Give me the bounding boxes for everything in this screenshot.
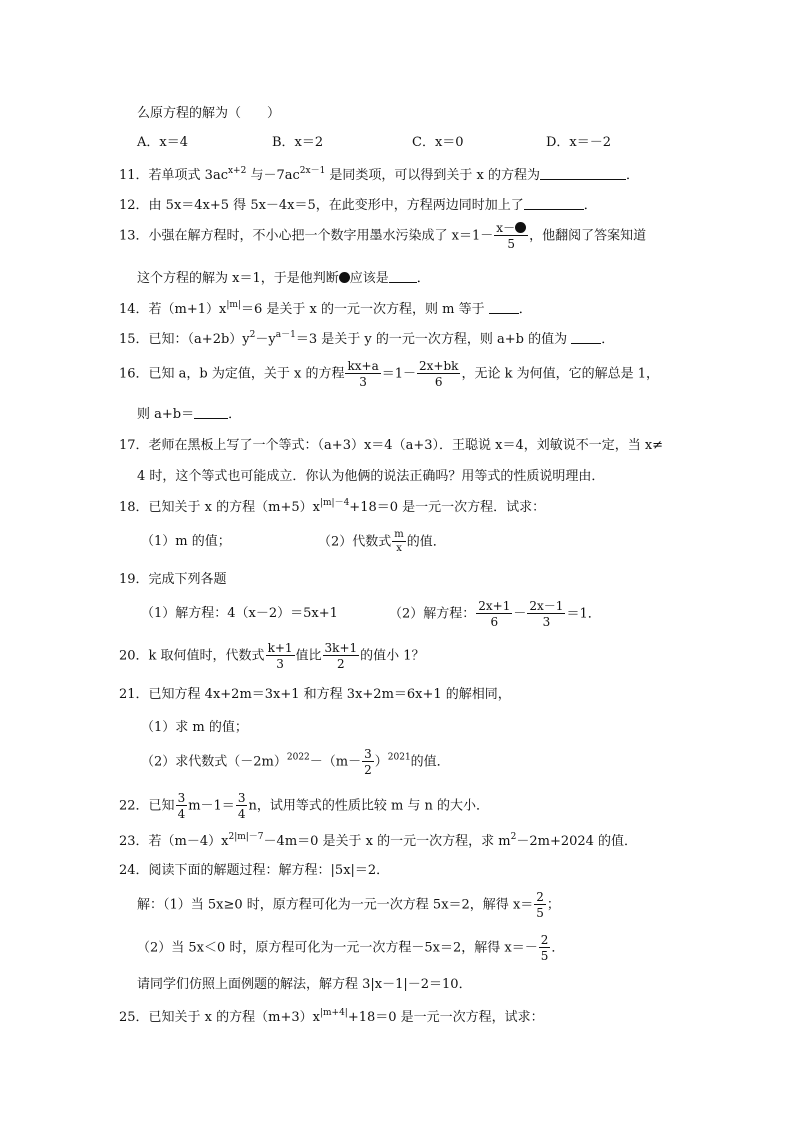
answer-blank[interactable]: [489, 301, 519, 314]
question-17-line2: 4 时，这个等式也可能成立．你认为他俩的说法正确吗？用等式的性质说明理由．: [137, 469, 605, 484]
fraction: $\frac{k+1}{3}$: [267, 641, 293, 671]
fraction: $\frac{2x-1}{3}$: [529, 599, 564, 629]
fraction: $\frac{kx+a}{3}$: [347, 359, 379, 389]
question-19-part1: （1）解方程：4（x－2）＝5x+1: [141, 606, 338, 621]
question-20: 20．k 取何值时，代数式 $\frac{k+1}{3}$ 值比 $\frac{3k+1}{2}$ 的值小 1？: [119, 641, 425, 671]
question-24-task: 请同学们仿照上面例题的解法，解方程 3|x－1|－2＝10．: [137, 977, 472, 992]
question-19: 19．完成下列各题: [119, 572, 227, 587]
fraction: $\frac{x-}{5}$: [494, 222, 528, 250]
fraction: $\frac{3}{4}$: [177, 791, 186, 821]
fraction: $\frac{3}{2}$: [364, 747, 372, 777]
question-15: 15．已知：$(a+2b)y^2-y^{a-1}=3$ 是关于 y 的一元一次方程，则 a+b 的值为 ．: [119, 330, 615, 347]
answer-blank[interactable]: [540, 167, 626, 180]
fraction: $\frac{2}{5}$: [536, 890, 544, 920]
question-18: 18．已知关于 x 的方程$(m+5)x^{|m|-4}+18=0$ 是一元一次方程．试求：: [119, 498, 546, 515]
question-24-solution2: （2）当 5x＜0 时，原方程可化为一元一次方程－5x＝2，解得 x＝－ $\frac{2}{5}$ ．: [137, 933, 565, 963]
question-21-part1: （1）求 m 的值；: [141, 720, 248, 735]
answer-blank[interactable]: [389, 270, 417, 283]
fraction: $\frac{2x+bk}{6}$: [419, 359, 459, 389]
question-18-part2: （2）代数式 $\frac{m}{x}$ 的值．: [318, 529, 446, 554]
q10-option-c: C．x＝0: [412, 135, 464, 150]
fraction: $\frac{3}{4}$: [237, 791, 246, 821]
question-22: 22．已知 $\frac{3}{4}$ m－1＝ $\frac{3}{4}$ n，试用等式的性质比较 m 与 n 的大小．: [119, 791, 490, 821]
question-13: 13．小强在解方程时，不小心把一个数字用墨水污染成了 x＝1－ $\frac{x-}{5}$ ，他翻阅了答案知道: [119, 221, 647, 251]
ink-blot-icon: [339, 272, 350, 283]
question-18-part1: （1）m 的值；: [141, 534, 231, 549]
question-16: 16．已知 a，b 为定值，关于 x 的方程 $\frac{kx+a}{3}$ ＝1－ $\frac{2x+bk}{6}$ ，无论 k 为何值，它的解总是 1，: [119, 359, 659, 389]
question-17: 17．老师在黑板上写了一个等式：（a+3）x＝4（a+3）．王聪说 x＝4，刘敏说不一定，当 x≠: [119, 438, 664, 453]
fraction: $\frac{2}{5}$: [540, 933, 549, 963]
fraction: $\frac{m}{x}$: [394, 529, 404, 554]
question-25: 25．已知关于 x 的方程$(m+3)x^{|m+4|}+18=0$ 是一元一次方程，试求：: [119, 1008, 544, 1025]
ink-blot-icon: [515, 222, 526, 233]
question-23: 23．若$(m-4)x^{2|m|-7}-4m=0$ 是关于 x 的一元一次方程，求 $m^2-2m+2024$ 的值．: [119, 832, 638, 849]
question-21: 21．已知方程 4x+2m＝3x+1 和方程 3x+2m＝6x+1 的解相同，: [119, 687, 511, 702]
question-14: 14．若$(m+1)x^{|m|}=6$ 是关于 x 的一元一次方程，则 m 等于 ．: [119, 300, 532, 317]
question-19-part2: （2）解方程： $\frac{2x+1}{6}$ － $\frac{2x-1}{3}$ ＝1．: [389, 599, 601, 629]
question-11: 11．若单项式 $3ac^{x+2}$ 与$-7ac^{2x-1}$ 是同类项，可以得到关于 x 的方程为 ．: [119, 166, 640, 183]
answer-blank[interactable]: [571, 331, 601, 344]
answer-blank[interactable]: [524, 197, 584, 210]
q10-option-b: B．x＝2: [272, 135, 324, 150]
question-13-line2: 这个方程的解为 x＝1，于是他判断 应该是 ．: [137, 271, 430, 286]
fraction: $\frac{3k+1}{2}$: [324, 641, 358, 671]
fraction: $\frac{2x+1}{6}$: [478, 599, 511, 629]
answer-blank[interactable]: [194, 406, 228, 419]
question-12: 12．由 5x＝4x+5 得 5x－4x＝5，在此变形中，方程两边同时加上了 ．: [119, 198, 597, 213]
question-16-line2: 则 a+b＝ ．: [137, 407, 242, 422]
q10-option-a: A．x＝4: [137, 135, 188, 150]
question-24: 24．阅读下面的解题过程：解方程：|5x|＝2．: [119, 863, 390, 878]
question-21-part2: （2）求代数式$(-2m)^{2022}-(m-$ $\frac{3}{2}$ ）$^{2021}$的值．: [141, 747, 450, 777]
q10-continuation: 么原方程的解为（ ）: [137, 106, 281, 121]
q10-option-d: D．x＝－2: [546, 135, 612, 150]
question-24-solution1: 解：（1）当 5x≥0 时，原方程可化为一元一次方程 5x＝2，解得 x＝ $\frac{2}{5}$ ；: [137, 890, 560, 920]
